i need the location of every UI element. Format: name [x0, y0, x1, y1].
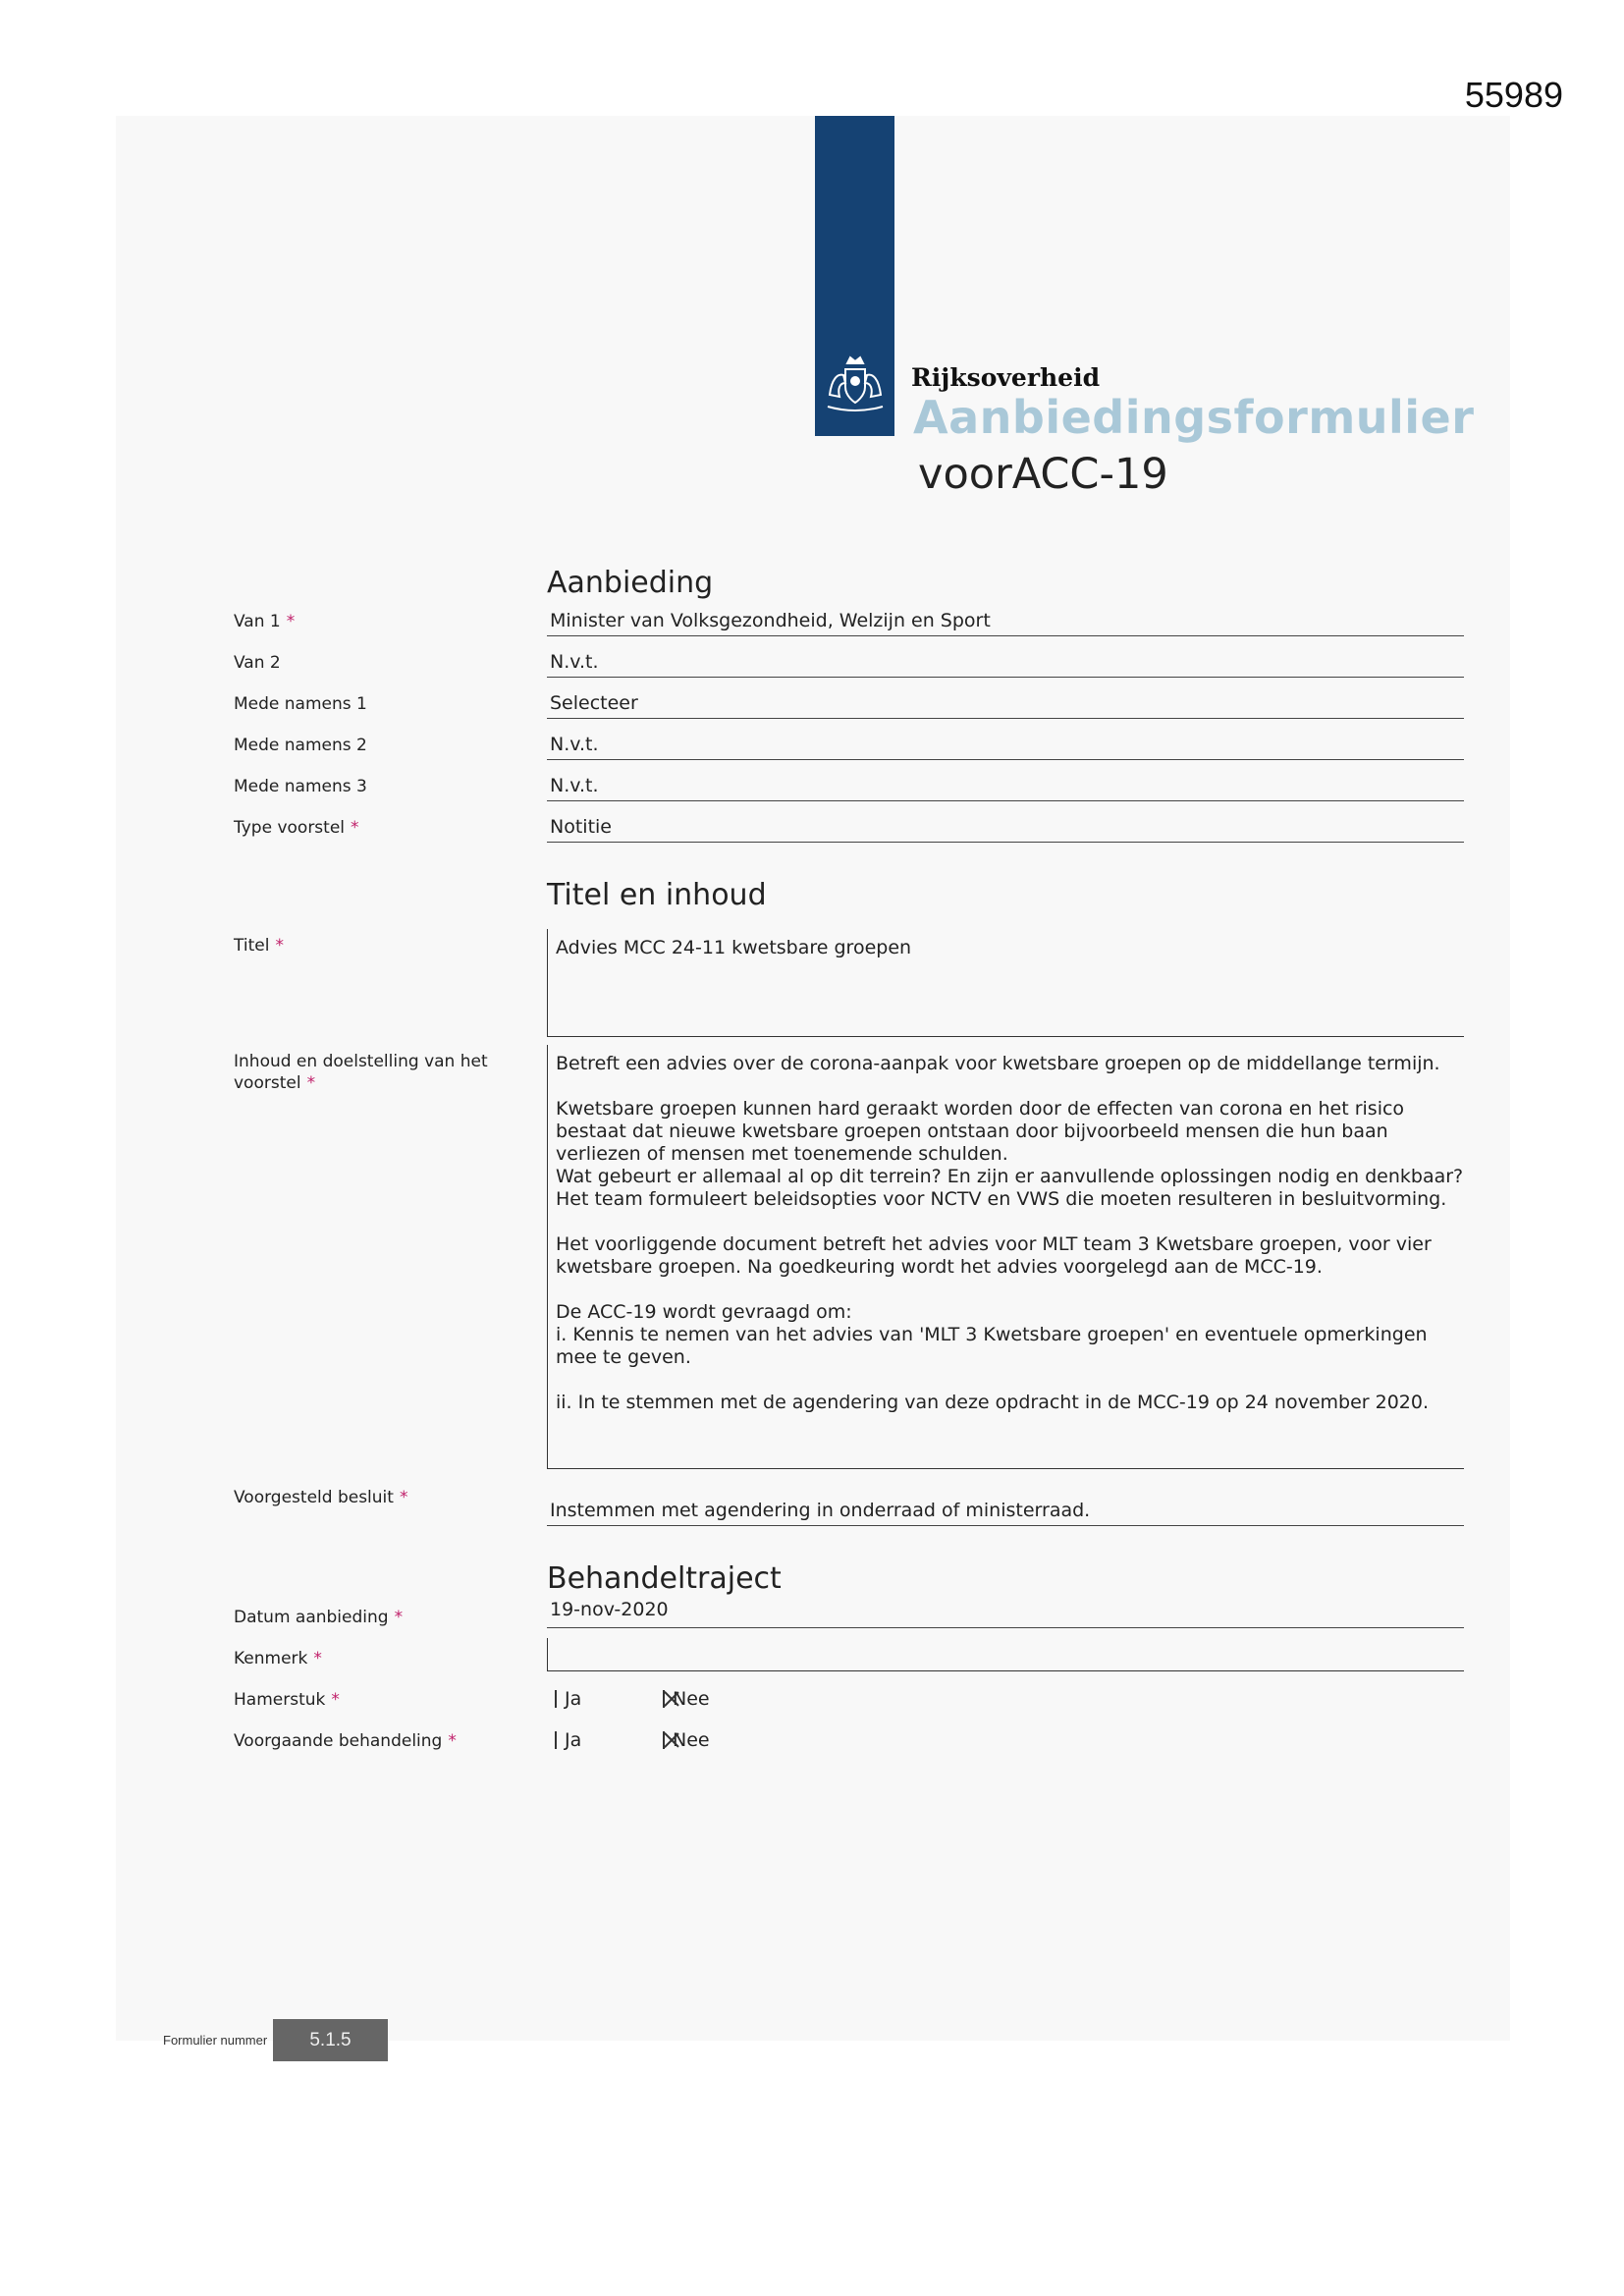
section-heading-behandeltraject: Behandeltraject	[547, 1561, 782, 1596]
label-type-voorstel: Type voorstel *	[234, 818, 359, 838]
inhoud-p5: Het voorliggende document betreft het advies voor MLT team 3 Kwetsbare groepen, voor vier kwetsbare groepen. Na goedkeuring wordt het advies voorgelegd aan de MCC-19.	[556, 1233, 1432, 1278]
label-van-1: Van 1 *	[234, 612, 296, 631]
label-kenmerk: Kenmerk *	[234, 1649, 322, 1668]
titel-text: Advies MCC 24-11 kwetsbare groepen	[556, 937, 912, 958]
field-datum-aanbieding[interactable]: 19-nov-2020	[547, 1597, 1464, 1628]
form-subtitle: voorACC-19	[918, 450, 1168, 499]
voorgaande-nee-checkbox[interactable]: Nee	[663, 1728, 686, 1752]
inhoud-p6: De ACC-19 wordt gevraagd om:	[556, 1301, 852, 1323]
checkbox-checked-icon	[663, 1690, 665, 1708]
label-mede-namens-3: Mede namens 3	[234, 777, 367, 796]
checkbox-empty-icon	[555, 1690, 557, 1708]
field-van-2[interactable]: N.v.t.	[547, 646, 1464, 678]
hamerstuk-nee-checkbox[interactable]: Nee	[663, 1687, 686, 1711]
voorgaande-ja-checkbox[interactable]: Ja	[555, 1728, 578, 1752]
field-titel[interactable]	[547, 929, 1464, 1037]
inhoud-p8: ii. In te stemmen met de agendering van deze opdracht in de MCC-19 op 24 november 2020.	[556, 1392, 1430, 1413]
field-mede-namens-3[interactable]: N.v.t.	[547, 770, 1464, 801]
document-number: 55989	[1464, 75, 1563, 115]
label-mede-namens-2: Mede namens 2	[234, 736, 367, 755]
label-datum-aanbieding: Datum aanbieding *	[234, 1608, 404, 1627]
field-van-1[interactable]: Minister van Volksgezondheid, Welzijn en Sport	[547, 605, 1464, 636]
inhoud-p7: i. Kennis te nemen van het advies van 'MLT 3 Kwetsbare groepen' en eventuele opmerkingen mee te geven.	[556, 1324, 1428, 1368]
label-hamerstuk: Hamerstuk *	[234, 1690, 340, 1710]
coat-of-arms-icon	[818, 350, 893, 424]
checkbox-empty-icon	[555, 1731, 557, 1749]
inhoud-p3: Wat gebeurt er allemaal al op dit terrein? En zijn er aanvullende oplossingen nodig en denkbaar?	[556, 1166, 1464, 1187]
field-kenmerk[interactable]	[547, 1638, 1464, 1671]
footer-form-number-label: Formulier nummer	[163, 2033, 268, 2048]
checkbox-checked-icon	[663, 1731, 665, 1749]
inhoud-p4: Het team formuleert beleidsopties voor NCTV en VWS die moeten resulteren in besluitvorming.	[556, 1188, 1447, 1210]
label-voorgaande-behandeling: Voorgaande behandeling *	[234, 1731, 457, 1751]
brand-name: Rijksoverheid	[911, 363, 1101, 392]
field-mede-namens-1[interactable]: Selecteer	[547, 687, 1464, 719]
label-voorgesteld-besluit: Voorgesteld besluit *	[234, 1488, 408, 1507]
hamerstuk-ja-checkbox[interactable]: Ja	[555, 1687, 578, 1711]
inhoud-p1: Betreft een advies over de corona-aanpak voor kwetsbare groepen op de middellange termijn.	[556, 1053, 1440, 1074]
field-voorgesteld-besluit[interactable]: Instemmen met agendering in onderraad of ministerraad.	[547, 1489, 1464, 1526]
footer-form-number: 5.1.5	[273, 2019, 388, 2061]
field-mede-namens-2[interactable]: N.v.t.	[547, 729, 1464, 760]
label-mede-namens-1: Mede namens 1	[234, 694, 367, 714]
section-heading-titel-en-inhoud: Titel en inhoud	[547, 878, 767, 912]
label-inhoud: Inhoud en doelstelling van het voorstel *	[234, 1052, 488, 1093]
field-inhoud[interactable]	[547, 1045, 1464, 1469]
inhoud-p2: Kwetsbare groepen kunnen hard geraakt worden door de effecten van corona en het risico bestaat dat nieuwe kwetsbare groepen ontstaan door bijvoorbeeld mensen die hun baan verliezen of mensen met toenemende schulden.	[556, 1098, 1405, 1165]
label-titel: Titel *	[234, 936, 284, 956]
section-heading-aanbieding: Aanbieding	[547, 566, 714, 600]
label-van-2: Van 2	[234, 653, 281, 673]
field-type-voorstel[interactable]: Notitie	[547, 811, 1464, 843]
form-title: Aanbiedingsformulier	[913, 391, 1475, 444]
